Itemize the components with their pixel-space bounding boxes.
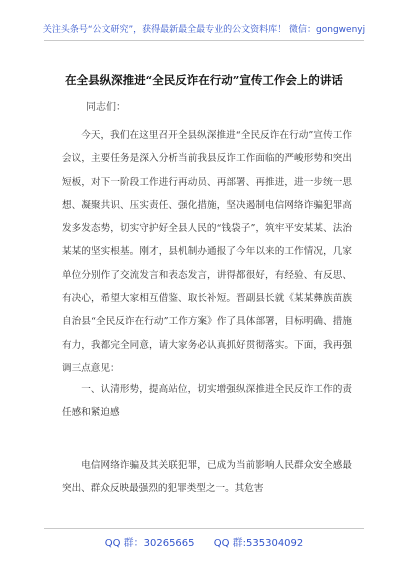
- salutation: 同志们：: [86, 102, 126, 113]
- paragraph-intro: 今天，我们在这里召开全县纵深推进“全民反诈在行动”宣传工作会议，主要任务是深入分析当前我县反诈工作面临的严峻形势和突出短板，对下一阶段工作进行再动员、再部署、再推进，进一步统一思想、凝聚共识、压实责任、强化措施，坚决遏制电信网络诈骗犯罪高发多发态势，切实守护好全县人民的“钱袋子”，筑牢平安某某、法治某某的坚实根基。刚才，县机制办通报了今年以来的工作情况，几家单位分别作了交流发言和表态发言，讲得都很好，有经验、有反思、有决心，希望大家相互借鉴、取长补短。晋副县长就《某某彝族苗族自治县“全民反诈在行动”工作方案》作了具体部署，目标明确、措施有力，我都完全同意，请大家务必认真抓好贯彻落实。下面，我再强调三点意见：: [62, 130, 352, 374]
- footer-qq-group-1: QQ 群：30265665: [104, 538, 195, 549]
- section-heading-1: 一、认清形势，提高站位，切实增强纵深推进全民反诈工作的责任感和紧迫感: [62, 384, 352, 419]
- paragraph-section-1: 电信网络诈骗及其关联犯罪，已成为当前影响人民群众安全感最突出、群众反映最强烈的犯罪类型之一。其危害: [62, 460, 352, 495]
- document-title: 在全县纵深推进“全民反诈在行动”宣传工作会上的讲话: [65, 73, 343, 87]
- header-divider: [44, 40, 364, 41]
- footer-qq-group-2: QQ 群:535304092: [213, 538, 304, 549]
- header-banner: 关注头条号“公文研究”，获得最新最全最专业的公文资料库！ 微信：gongwenyj: [42, 25, 366, 35]
- footer-divider: [44, 528, 364, 529]
- footer: [0, 534, 408, 549]
